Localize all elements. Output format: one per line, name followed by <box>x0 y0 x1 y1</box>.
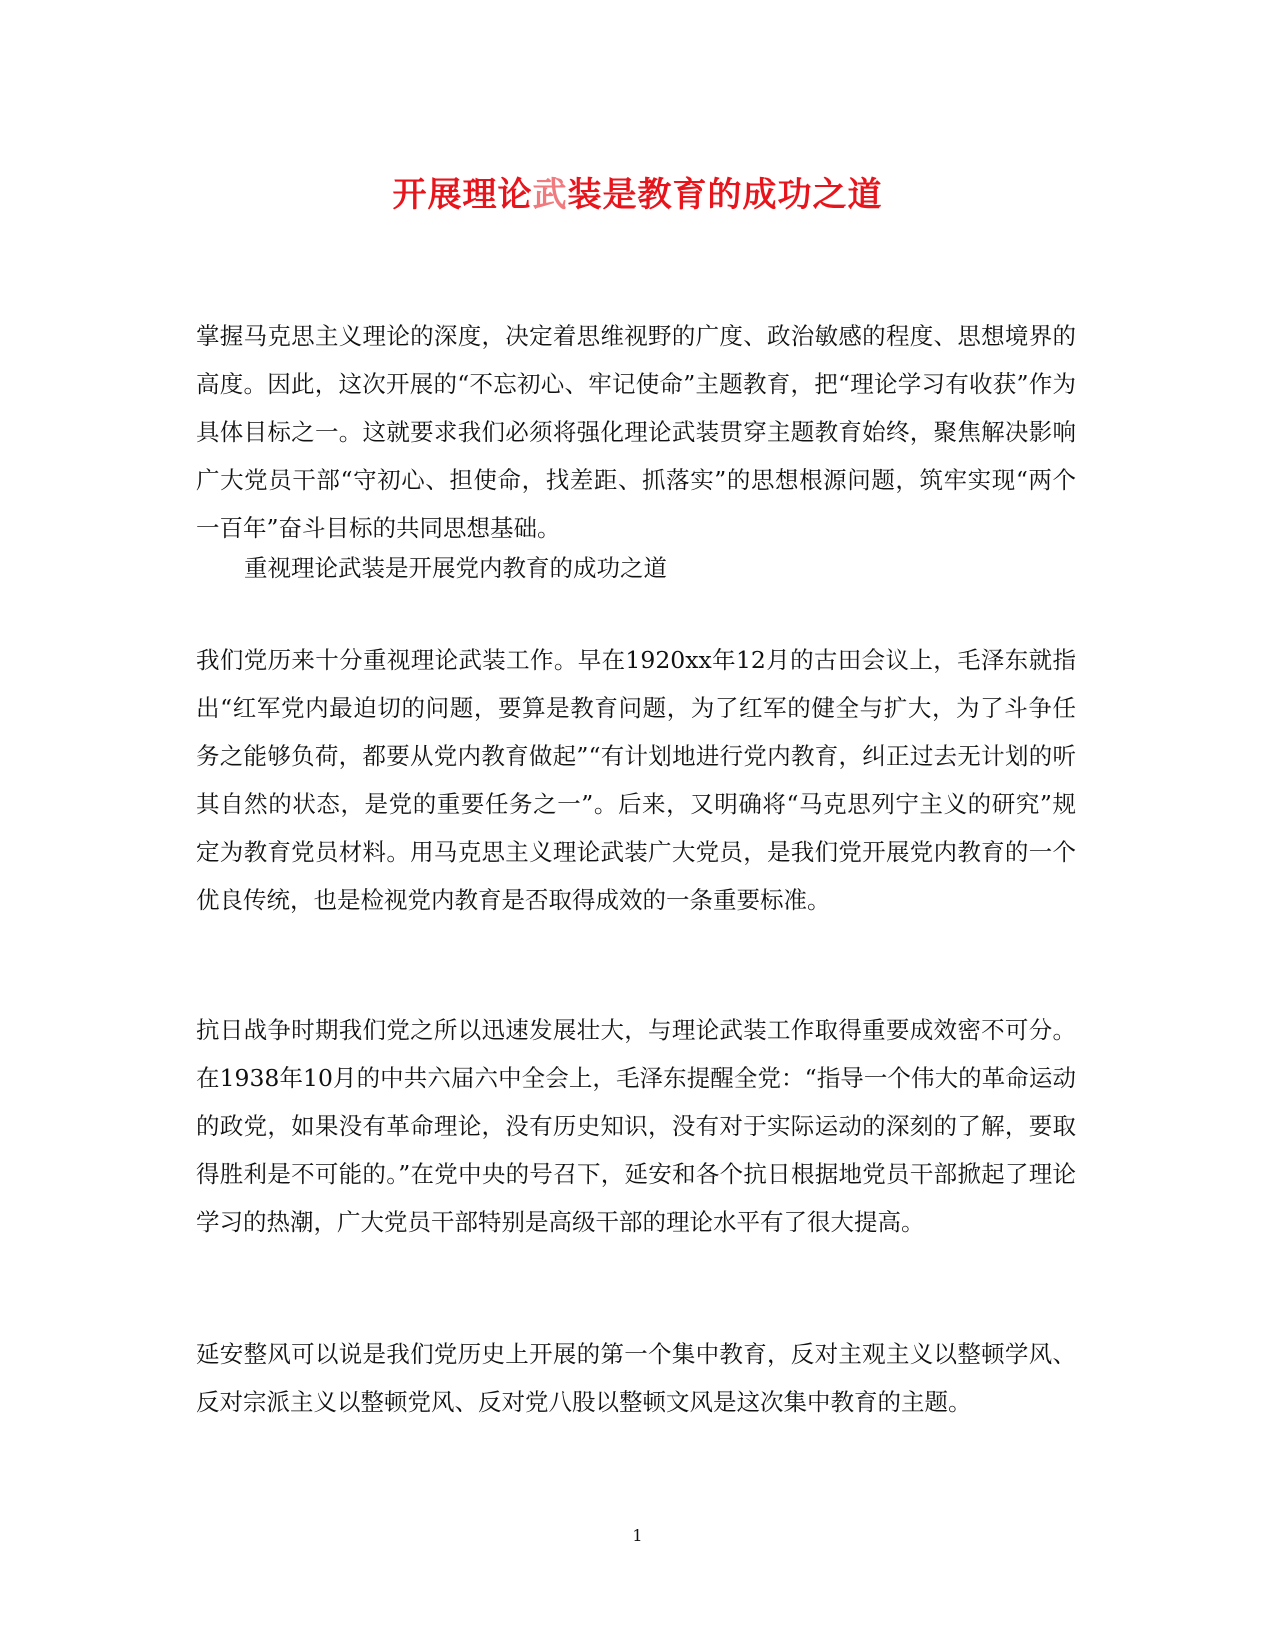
paragraph-yanan-rectification: 延安整风可以说是我们党历史上开展的第一个集中教育，反对主观主义以整顿学风、反对宗派主义以整顿党风、反对党八股以整顿文风是这次集中教育的主题。 <box>196 1340 1076 1416</box>
paragraph-history: 我们党历来十分重视理论武装工作。早在1920xx年12月的古田会议上，毛泽东就指出“红军党内最迫切的问题，要算是教育问题，为了红军的健全与扩大，为了斗争任务之能够负荷，都要从党内教育做起”“有计划地进行党内教育，纠正过去无计划的听其自然的状态，是党的重要任务之一”。后来，又明确将“马克思列宁主义的研究”规定为教育党员材料。用马克思主义理论武装广大党员，是我们党开展党内教育的一个优良传统，也是检视党内教育是否取得成效的一条重要标准。 <box>196 646 1076 914</box>
section-heading: 重视理论武装是开展党内教育的成功之道 <box>244 554 667 582</box>
title-part-2: 装是教育的成功之道 <box>567 175 883 215</box>
page-number: 1 <box>632 1526 643 1545</box>
title-highlight: 武 <box>532 175 568 215</box>
paragraph-anti-japanese-war: 抗日战争时期我们党之所以迅速发展壮大，与理论武装工作取得重要成效密不可分。在1938年10月的中共六届六中全会上，毛泽东提醒全党：“指导一个伟大的革命运动的政党，如果没有革命理论，没有历史知识，没有对于实际运动的深刻的了解，要取得胜利是不可能的。”在党中央的号召下，延安和各个抗日根据地党员干部掀起了理论学习的热潮，广大党员干部特别是高级干部的理论水平有了很大提高。 <box>196 1016 1076 1236</box>
document-title <box>0 170 1275 220</box>
paragraph-intro: 掌握马克思主义理论的深度，决定着思维视野的广度、政治敏感的程度、思想境界的高度。因此，这次开展的“不忘初心、牢记使命”主题教育，把“理论学习有收获”作为具体目标之一。这就要求我们必须将强化理论武装贯穿主题教育始终，聚焦解决影响广大党员干部“守初心、担使命，找差距、抓落实”的思想根源问题，筑牢实现“两个一百年”奋斗目标的共同思想基础。 <box>196 322 1076 542</box>
title-part-1: 开展理论 <box>392 175 533 215</box>
